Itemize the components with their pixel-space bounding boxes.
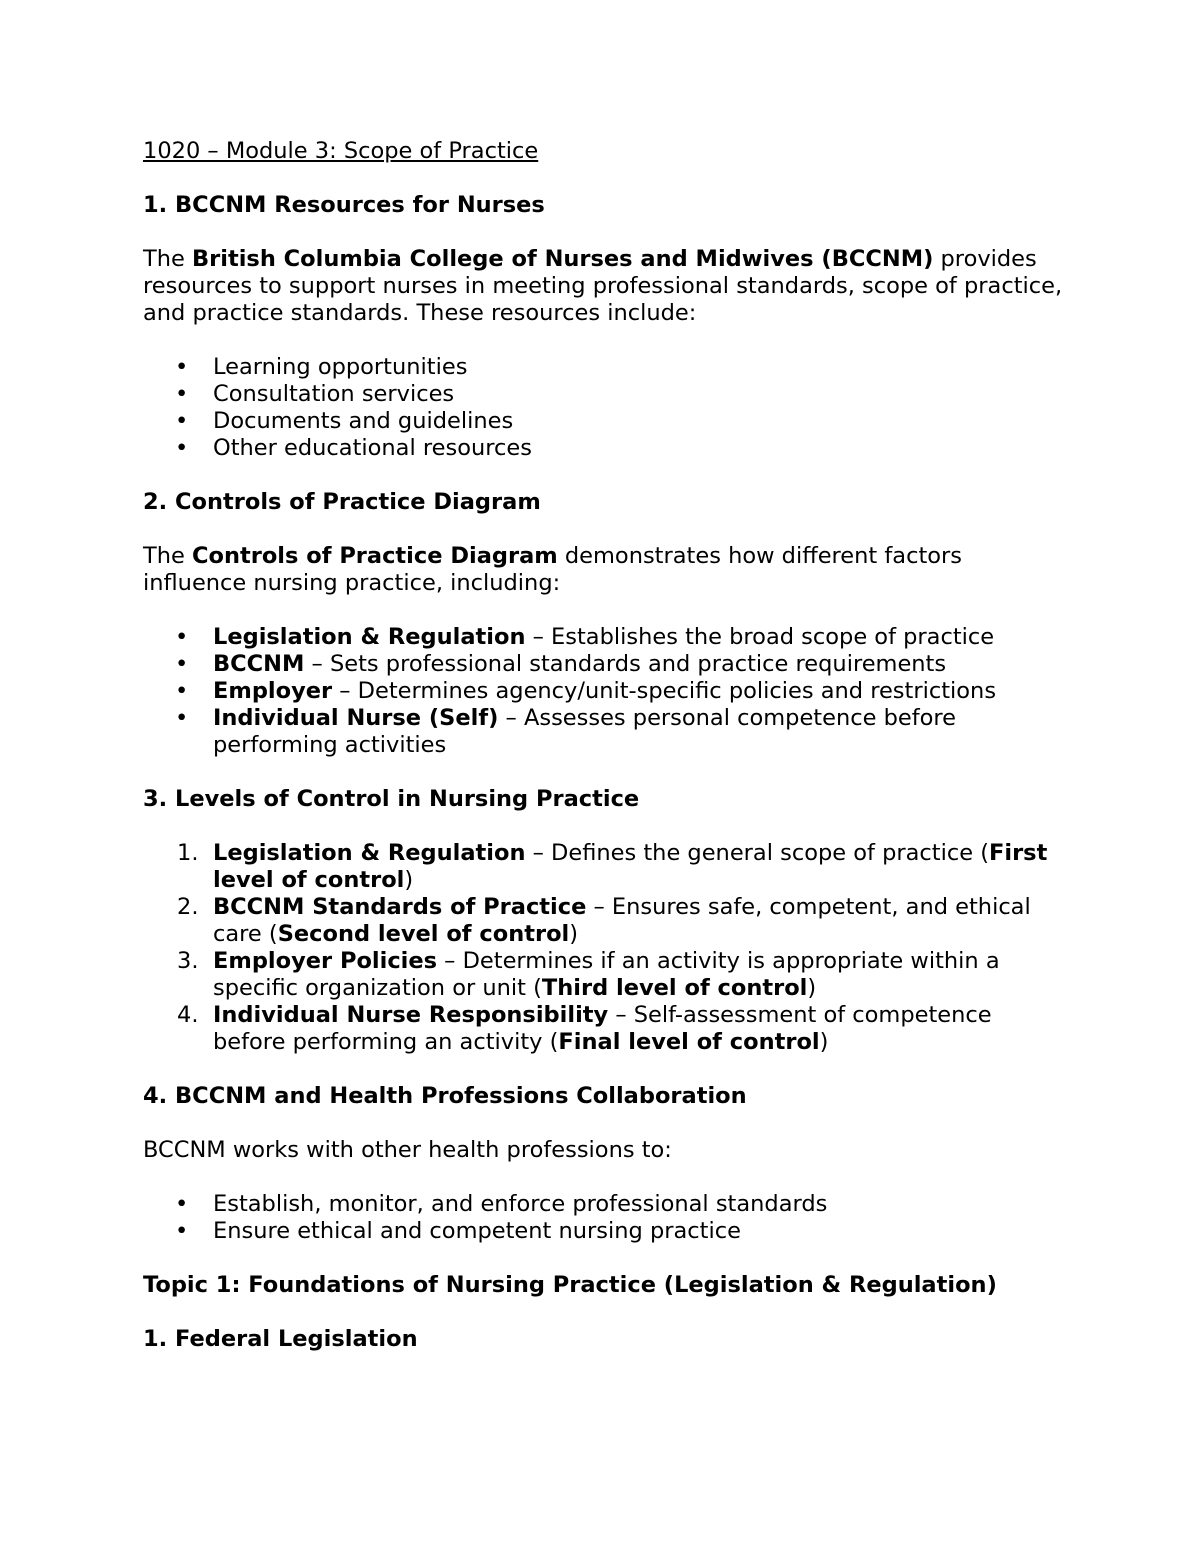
- list-number: 4.: [177, 1002, 199, 1028]
- document-page: [143, 138, 1063, 1380]
- section-3-heading: 3. Levels of Control in Nursing Practice: [143, 786, 640, 812]
- list-item: [213, 705, 1063, 759]
- text-run: – Assesses personal competence before performing activities: [213, 705, 956, 758]
- list-item: [177, 840, 1063, 894]
- topic-1-subheading: 1. Federal Legislation: [143, 1326, 418, 1352]
- bold-run: Individual Nurse Responsibility: [213, 1002, 609, 1028]
- bold-run: BCCNM Standards of Practice: [213, 894, 587, 920]
- text-run: – Sets professional standards and practice requirements: [304, 651, 947, 677]
- text-run: ): [819, 1029, 829, 1055]
- topic-1-heading: Topic 1: Foundations of Nursing Practice (Legislation & Regulation): [143, 1272, 997, 1298]
- text-run: – Self-assessment of competence before performing an activity (: [213, 1002, 992, 1055]
- text-run: ): [807, 975, 817, 1001]
- section-4-paragraph: BCCNM works with other health professions to:: [143, 1137, 672, 1163]
- bold-run: Second level of control: [277, 921, 570, 947]
- list-number: 1.: [177, 840, 199, 866]
- bold-run: Legislation & Regulation: [213, 840, 526, 866]
- text-run: – Ensures safe, competent, and ethical care (: [213, 894, 1031, 947]
- bold-run: Final level of control: [558, 1029, 820, 1055]
- section-1-heading: 1. BCCNM Resources for Nurses: [143, 192, 545, 218]
- text-run: ): [404, 867, 414, 893]
- section-2-paragraph: [143, 543, 1063, 597]
- bold-run: Legislation & Regulation: [213, 624, 526, 650]
- list-item: [177, 894, 1063, 948]
- collaboration-list: [143, 1191, 1063, 1245]
- section-1-paragraph: [143, 246, 1063, 327]
- list-item: [213, 651, 1063, 678]
- text-run: demonstrates how different factors influence nursing practice, including:: [143, 543, 963, 596]
- section-4-heading: 4. BCCNM and Health Professions Collaboration: [143, 1083, 747, 1109]
- text-run: provides resources to support nurses in meeting professional standards, scope of practice, and practice standards. These resources include:: [143, 246, 1063, 326]
- levels-list: [143, 840, 1063, 1056]
- bold-run: Individual Nurse (Self): [213, 705, 499, 731]
- text-run: The: [143, 246, 192, 272]
- list-item: [213, 678, 1063, 705]
- text-run: The: [143, 543, 192, 569]
- list-item: [213, 624, 1063, 651]
- list-number: 2.: [177, 894, 199, 920]
- bold-run: Controls of Practice Diagram: [192, 543, 558, 569]
- list-item: [177, 1002, 1063, 1056]
- list-item: • Ensure ethical and competent nursing practice: [213, 1218, 1063, 1245]
- list-item: [177, 948, 1063, 1002]
- bold-run: Third level of control: [541, 975, 808, 1001]
- text-run: – Determines if an activity is appropriate within a specific organization or unit (: [213, 948, 1000, 1001]
- section-2-heading: 2. Controls of Practice Diagram: [143, 489, 541, 515]
- list-item: • Learning opportunities: [213, 354, 1063, 381]
- resources-list: [143, 354, 1063, 462]
- bold-run: BCCNM: [213, 651, 305, 677]
- text-run: – Defines the general scope of practice (: [525, 840, 989, 866]
- bold-run: Employer Policies: [213, 948, 438, 974]
- bold-run: British Columbia College of Nurses and Midwives (BCCNM): [192, 246, 934, 272]
- document-title: 1020 – Module 3: Scope of Practice: [143, 138, 539, 164]
- list-item: • Consultation services: [213, 381, 1063, 408]
- list-item: • Documents and guidelines: [213, 408, 1063, 435]
- text-run: – Determines agency/unit-specific policies and restrictions: [332, 678, 997, 704]
- text-run: – Establishes the broad scope of practice: [525, 624, 995, 650]
- text-run: ): [569, 921, 579, 947]
- list-item: • Other educational resources: [213, 435, 1063, 462]
- list-number: 3.: [177, 948, 199, 974]
- bold-run: First level of control: [213, 840, 1048, 893]
- bold-run: Employer: [213, 678, 333, 704]
- list-item: • Establish, monitor, and enforce professional standards: [213, 1191, 1063, 1218]
- controls-list: [143, 624, 1063, 759]
